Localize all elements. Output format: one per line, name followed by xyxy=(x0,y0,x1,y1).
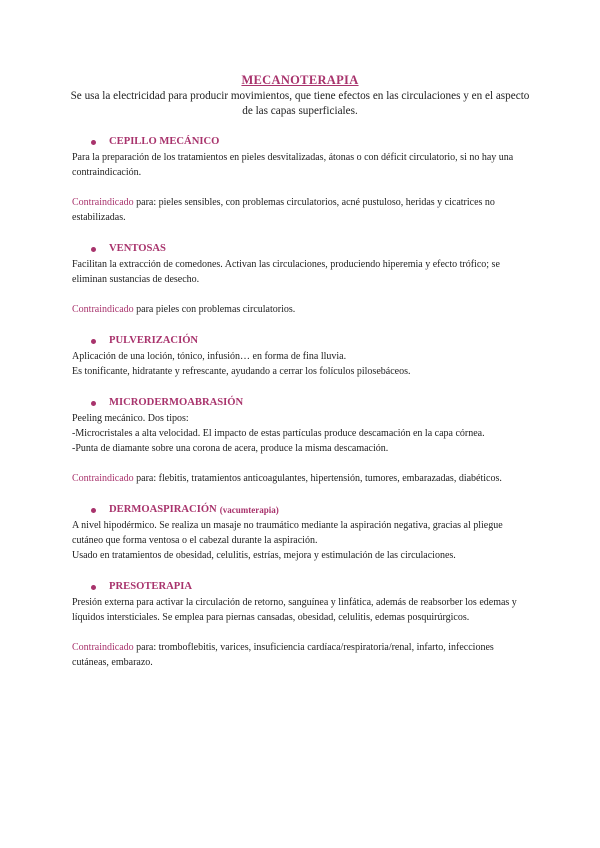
section-heading xyxy=(72,396,528,410)
section-heading xyxy=(72,334,528,348)
section-paragraph: A nivel hipodérmico. Se realiza un masaje no traumático mediante la aspiración negativa, gracias al pliegue cutáneo que forma ventosa o el cabezal durante la aspiración. xyxy=(72,520,503,546)
intro-paragraph: Se usa la electricidad para producir movimientos, que tiene efectos en las circulaciones y en el aspecto de las capas superficiales. xyxy=(70,90,530,117)
contraindication-text: para pieles con problemas circulatorios. xyxy=(133,304,296,315)
contraindication-paragraph xyxy=(72,302,528,317)
section-dermoaspiracion xyxy=(72,503,528,563)
contraindication-text: para: pieles sensibles, con problemas circulatorios, acné pustuloso, heridas y cicatrices no estabilizadas. xyxy=(72,197,495,223)
bullet-icon xyxy=(91,247,96,252)
bullet-icon xyxy=(91,508,96,513)
section-heading xyxy=(72,135,528,149)
section-paragraph: Peeling mecánico. Dos tipos: xyxy=(72,413,189,424)
contraindication-paragraph xyxy=(72,471,528,486)
bullet-icon xyxy=(91,140,96,145)
section-pulverizacion xyxy=(72,334,528,379)
section-paragraph: Para la preparación de los tratamientos en pieles desvitalizadas, átonas o con déficit circulatorio, si no hay una contraindicación. xyxy=(72,152,514,178)
section-heading xyxy=(72,242,528,256)
section-heading-text: CEPILLO MECÁNICO xyxy=(109,136,220,147)
section-paragraph: Aplicación de una loción, tónico, infusión… en forma de fina lluvia. xyxy=(72,351,347,362)
section-heading-text: MICRODERMOABRASIÓN xyxy=(109,397,244,408)
contraindication-label: Contraindicado xyxy=(72,473,134,484)
contraindication-text: para: flebitis, tratamientos anticoagulantes, hipertensión, tumores, embarazadas, diabéticos. xyxy=(133,473,502,484)
bullet-icon xyxy=(91,585,96,590)
section-paragraph: Es tonificante, hidratante y refrescante, ayudando a cerrar los folículos pilosebáceos. xyxy=(72,366,411,377)
contraindication-label: Contraindicado xyxy=(72,642,134,653)
contraindication-paragraph xyxy=(72,640,528,670)
document-page xyxy=(72,72,528,670)
section-paragraph: Usado en tratamientos de obesidad, celulitis, estrías, mejora y estimulación de las circulaciones. xyxy=(72,550,456,561)
contraindication-label: Contraindicado xyxy=(72,304,134,315)
section-heading xyxy=(72,503,528,517)
section-paragraph: Presión externa para activar la circulación de retorno, sanguínea y linfática, además de reabsorber los edemas y líquidos intersticiales. Se emplea para piernas cansadas, obesidad, celulitis, edemas posquirúrgicos. xyxy=(72,597,517,623)
section-paragraph: -Punta de diamante sobre una corona de acera, produce la misma descamación. xyxy=(72,443,389,454)
section-heading-text: VENTOSAS xyxy=(109,243,166,254)
contraindication-text: para: tromboflebitis, varices, insuficiencia cardíaca/respiratoria/renal, infarto, infecciones cutáneas, embarazo. xyxy=(72,642,494,668)
bullet-icon xyxy=(91,339,96,344)
section-microdermoabrasion xyxy=(72,396,528,486)
section-cepillo-mecanico xyxy=(72,135,528,225)
section-paragraph: -Microcristales a alta velocidad. El impacto de estas partículas produce descamación en la capa córnea. xyxy=(72,428,485,439)
section-heading-text: PULVERIZACIÓN xyxy=(109,335,199,346)
section-heading xyxy=(72,580,528,594)
section-heading-text: DERMOASPIRACIÓN xyxy=(109,504,217,515)
section-presoterapia xyxy=(72,580,528,670)
contraindication-paragraph xyxy=(72,195,528,225)
contraindication-label: Contraindicado xyxy=(72,197,134,208)
section-heading-text: PRESOTERAPIA xyxy=(109,581,192,592)
section-paragraph: Facilitan la extracción de comedones. Activan las circulaciones, produciendo hiperemia y efecto trófico; se eliminan sustancias de desecho. xyxy=(72,259,500,285)
section-ventosas xyxy=(72,242,528,317)
page-title: MECANOTERAPIA xyxy=(241,73,359,87)
section-heading-subtitle: (vacumterapia) xyxy=(219,505,279,515)
bullet-icon xyxy=(91,401,96,406)
